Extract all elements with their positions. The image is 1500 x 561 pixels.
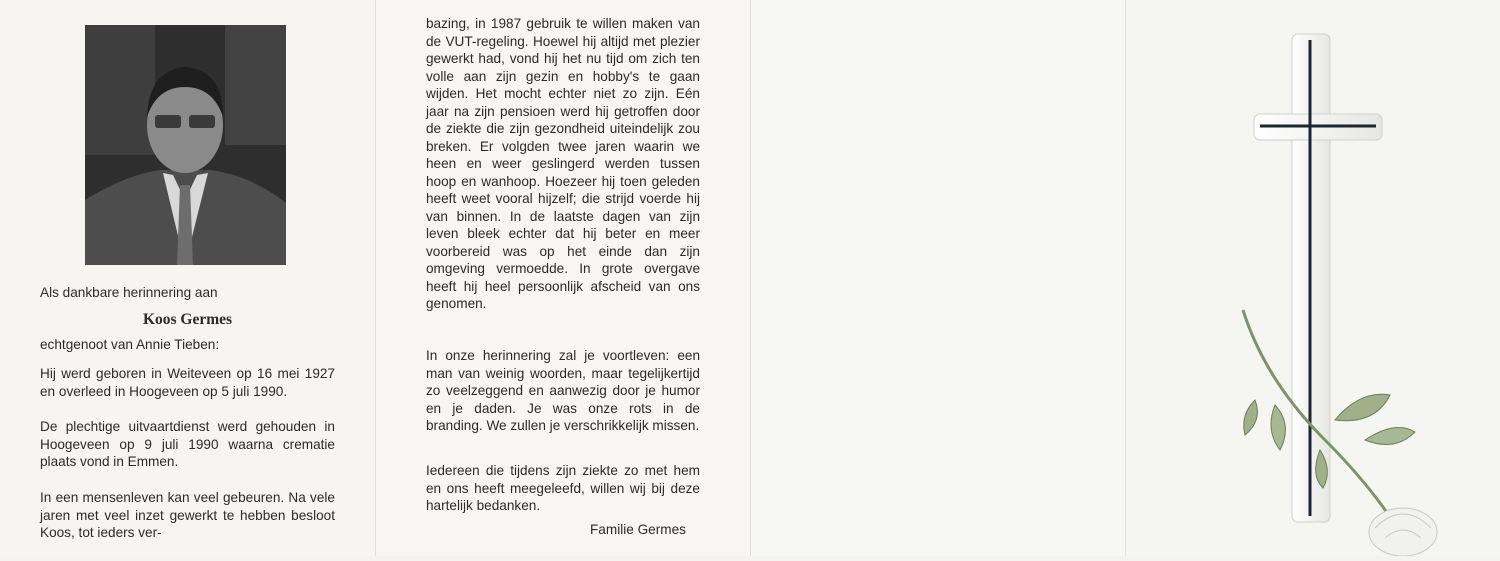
memory-paragraph: In onze herinnering zal je voortleven: een man van weinig woorden, maar tegelijkertijd zo veelzeggend en aanwezig door je humor en je daden. Je was onze rots in de branding. We zullen je verschrikkelijk missen. <box>426 348 700 433</box>
deceased-name: Koos Germes <box>142 311 233 328</box>
blank-panel <box>750 0 1125 556</box>
funeral-paragraph: De plechtige uitvaartdienst werd gehouden in Hoogeveen op 9 juli 1990 waarna crematie plaats vond in Emmen. <box>40 419 335 469</box>
intro-text: Als dankbare herinnering aan <box>40 285 218 300</box>
birth-death-paragraph: Hij werd geboren in Weiteveen op 16 mei 1927 en overleed in Hoogeveen op 5 juli 1990. <box>40 366 335 399</box>
portrait-photo <box>85 25 286 265</box>
fold-line <box>375 0 376 556</box>
fold-line <box>750 0 751 556</box>
thanks-paragraph: Iedereen die tijdens zijn ziekte zo met hem en ons heeft meegeleefd, willen wij bij deze hartelijk bedanken. <box>426 463 700 513</box>
fold-line <box>1125 0 1126 556</box>
life-paragraph-continued: bazing, in 1987 gebruik te willen maken van de VUT-regeling. Hoewel hij altijd met plezier gewerkt had, vond hij het nu tijd om zich ten volle aan zijn gezin en hobby's te gaan wijden. Het mocht echter niet zo zijn. Eén jaar na zijn pensioen werd hij getroffen door de ziekte die zijn gezondheid uiteindelijk zou breken. Er volgden twee jaren waarin we heen en weer geslingerd werden tussen hoop en wanhoop. Hoezeer hij toen geleden heeft weet vooral hijzelf; die strijd voerde hij van binnen. In de laatste dagen van zijn leven bleek echter dat hij beter en meer voorbereid was op het einde dan zijn omgeving vermoedde. In grote overgave heeft hij heel persoonlijk afscheid van ons genomen. <box>426 16 700 311</box>
spouse-text: echtgenoot van Annie Tieben: <box>40 337 220 352</box>
life-paragraph-start: In een mensenleven kan veel gebeuren. Na vele jaren met veel inzet gewerkt te hebben besloot Koos, tot ieders ver- <box>40 490 335 540</box>
family-signature: Familie Germes <box>590 522 686 537</box>
rose-icon <box>1235 300 1455 561</box>
